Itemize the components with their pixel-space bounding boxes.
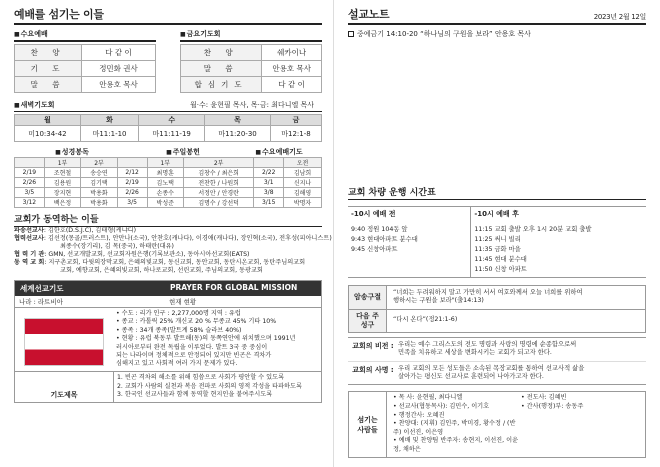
prayer-row xyxy=(15,168,322,178)
serve-item: • 간사(행정)부: 송동주 xyxy=(521,403,584,411)
serve-item: • 예배 및 찬양팀 반주자: 송현지, 이선진, 이윤정, 채하은 xyxy=(393,437,519,453)
prayer-cell: 2/26 xyxy=(15,178,45,188)
serve-label: 섬기는 사람들 xyxy=(349,392,387,456)
mission-info-line: 심해지고 있고 사회적 여러 가지 문제가 있다. xyxy=(116,360,238,368)
prayer-row xyxy=(15,198,322,208)
fri-person: 안용호 목사 xyxy=(262,60,322,76)
prayer-cell: 2/22 xyxy=(254,168,284,178)
serve-line xyxy=(393,420,639,437)
worship-tables xyxy=(14,29,322,93)
vision-box xyxy=(348,337,646,386)
serve-item: • 행정간사: 오혜진 xyxy=(393,411,445,419)
partner-line xyxy=(14,227,322,235)
serve-line xyxy=(393,412,639,421)
partner-line xyxy=(14,251,322,259)
prayer-subhead-cell: 2부 xyxy=(81,158,118,168)
dawn-day: 수 xyxy=(139,115,205,126)
prayer-cell: 김해영 xyxy=(284,188,322,198)
car-stop: 11:15 교회 출발 오후 1시 20분 교회 출발 xyxy=(474,226,592,233)
next-verse-text: “다시 온다”(정21:1-6) xyxy=(393,315,458,323)
partner-line xyxy=(14,235,332,243)
wed-role: 기 도 xyxy=(15,60,82,76)
prayer-cell: 송승연 xyxy=(81,168,118,178)
prayer-subhead-cell: 1부 xyxy=(147,158,184,168)
serve-item: • 찬양대: (지휘) 김인주, 박미경, 황수정 / (반주) 이선진, 이은영 xyxy=(393,420,516,436)
car-schedule xyxy=(348,206,646,278)
prayer-cell: 김명수 / 강선덕 xyxy=(184,198,254,208)
prayer-subhead xyxy=(15,158,322,168)
partner-value: 교회, 예향교회, 은혜의빛교회, 하나로교회, 선린교회, 주님의교회, 동광교회 xyxy=(60,267,263,274)
wed-person: 정민화 권사 xyxy=(82,60,156,76)
prayer-cell: 3/5 xyxy=(15,188,45,198)
mission-sub: PRAYER FOR GLOBAL MISSION xyxy=(170,283,298,292)
prayer-cell: 김창수 / 최은희 xyxy=(184,168,254,178)
right-page xyxy=(338,0,660,467)
prayer-cell: 박용화 xyxy=(81,198,118,208)
vision-label: 교회의 비전 : xyxy=(352,341,394,350)
dawn-text: 마11:1-10 xyxy=(80,126,138,142)
serve-line xyxy=(393,394,639,403)
serve-box xyxy=(348,391,646,457)
prayer-table xyxy=(14,157,322,208)
verse-text2: 행하시는 구원을 보라"(출14:13) xyxy=(393,297,484,305)
prayer-cell: 3/15 xyxy=(254,198,284,208)
prayer-subhead-cell xyxy=(254,158,284,168)
prayer-subhead-cell xyxy=(117,158,147,168)
partner-key: 동 역 교 회 xyxy=(14,259,45,266)
mission-nation: 나라 : 라트비아 xyxy=(19,298,63,306)
prayer-cell: 2/19 xyxy=(15,168,45,178)
wed-role: 찬 양 xyxy=(15,44,82,60)
wed-person: 다 같 이 xyxy=(82,44,156,60)
partner-value: 최종수(장기리), 김 목(중국), 하태란(대유) xyxy=(60,243,174,250)
mission-state: 현재 현황 xyxy=(169,298,197,306)
wed-row xyxy=(15,44,156,60)
serve-item: • 전도사: 김혜빈 xyxy=(521,394,567,402)
fri-role: 합심기도 xyxy=(181,76,262,92)
prayer-row xyxy=(15,178,322,188)
fri-row xyxy=(181,76,322,92)
verse-label: 암송구절 xyxy=(349,286,387,309)
prayer-cell: 장지현 xyxy=(44,188,81,198)
fri-person: 쉐카이나 xyxy=(262,44,322,60)
wedprayer-label: ■ 수요예배기도 xyxy=(236,147,322,157)
fri-table xyxy=(180,44,322,93)
serve-item: • 선교사(협동목사): 김민수, 이기호 xyxy=(393,403,490,411)
prayer-cell: 박명자 xyxy=(284,198,322,208)
fri-row xyxy=(181,60,322,76)
prayer-cell: 박용화 xyxy=(81,188,118,198)
prayer-cell: 최명훈 xyxy=(147,168,184,178)
partner-value: : GMN, 선교개발교회, 선교회자원은행(기록보관소), 동아시아선교회(EATS) xyxy=(44,251,250,258)
car-title: 교회 차량 운행 시간표 xyxy=(348,185,646,200)
car-stop: 9:43 현대아파트 분수대 xyxy=(351,236,418,243)
fri-person: 다 같 이 xyxy=(262,76,322,92)
latvia-flag-icon xyxy=(24,318,104,366)
dawn-day: 월 xyxy=(15,115,81,126)
partner-value: : 김한호(D.S.J.C), 김태형(케냐디) xyxy=(43,227,137,234)
prayer-row xyxy=(15,188,322,198)
car-stop: 11:35 금화 마을 xyxy=(474,246,521,253)
vision-text: 우리는 예수 그리스도의 전도 명령과 사랑의 명령에 순종함으로써 xyxy=(398,340,577,348)
mission-info xyxy=(113,308,321,371)
partner-value: : 김선정(몽골/트러스트), 안만나(소국), 안찬호(캐나다), 이경애(캐나다), 장인혁(소국), 전후성(피아니스트) xyxy=(43,235,332,242)
prayer-cell: 박성준 xyxy=(147,198,184,208)
car-stop: 11:45 현대 분수대 xyxy=(474,256,527,263)
prayer-topic: 3. 한국인 선교사들과 함께 동역할 현지인을 붙여주시도록 xyxy=(117,391,273,399)
prayer-cell: 손종수 xyxy=(147,188,184,198)
mission-info-line: • 수도 : 리가 인구 : 2,277,000명 지역 : 유럽 xyxy=(116,310,241,317)
dawn-day: 화 xyxy=(80,115,138,126)
dawn-day: 목 xyxy=(205,115,271,126)
prayer-cell: 전찬한 / 나원희 xyxy=(184,178,254,188)
car-stop: 11:50 신창 아파트 xyxy=(474,266,527,273)
prayer-cell: 백은정 xyxy=(44,198,81,208)
prayer-cell: 김용원 xyxy=(44,178,81,188)
prayer-cell: 김남희 xyxy=(284,168,322,178)
prayer-cell: 2/12 xyxy=(117,168,147,178)
worship-title: 예배를 섬기는 이들 xyxy=(14,6,322,25)
partner-value: : 지구촌교회, 다윗의장막교회, 은혜의빛교회, 동신교회, 동안교회, 동탄시온교회, 동탄주님의교회 xyxy=(44,259,306,266)
dawn-text: 미10:34-42 xyxy=(15,126,81,142)
mission-info-line: • 현황 : 유럽 북동부 발트해(동)의 동쪽연안에 위치했으며 1991년 xyxy=(116,335,296,343)
serve-line xyxy=(393,403,639,412)
fri-label: ■ 금요기도회 xyxy=(180,29,322,39)
car-pm-label: -10시 예배 후 xyxy=(474,210,519,218)
prayer-subhead-cell: 2부 xyxy=(184,158,254,168)
mission-box xyxy=(14,280,322,403)
prayer-cell: 2/26 xyxy=(117,188,147,198)
vision-text2: 민족을 치유하고 세상을 변화시키는 교회가 되고자 한다. xyxy=(398,349,552,357)
dawn-day: 금 xyxy=(270,115,321,126)
prayer-cell: 서정안 / 안경란 xyxy=(184,188,254,198)
wed-person: 안용호 목사 xyxy=(82,76,156,92)
sermon-title: 설교노트 xyxy=(348,8,390,21)
verse-box xyxy=(348,285,646,310)
wed-role: 말 씀 xyxy=(15,76,82,92)
verse-text: “너희는 두려워하지 말고 가만히 서서 여호와께서 오늘 너희를 위하여 xyxy=(393,289,583,296)
mission-info-line: • 종교 : 카톨릭 25% 개신교 20 % 무종교 45% 기타 10% xyxy=(116,318,277,326)
prayer-cell: 2/19 xyxy=(117,178,147,188)
prayer-cell: 3/5 xyxy=(117,198,147,208)
mission-title: 세계선교기도 xyxy=(20,284,64,293)
dawn-text: 마11:11-19 xyxy=(139,126,205,142)
prayer-subhead-cell: 오전 xyxy=(284,158,322,168)
sermon-line: 중예금기 14:10-20 “하나님의 구원을 보라” 안용호 목사 xyxy=(357,30,531,38)
prayer-topic-label: 기도제목 xyxy=(50,390,78,399)
mission-stmt-label: 교회의 사명 : xyxy=(352,365,394,374)
partner-line xyxy=(14,259,322,267)
partner-key: 협력선교사 xyxy=(14,235,44,242)
partner-line xyxy=(14,243,322,251)
dawn-text: 마11:20-30 xyxy=(205,126,271,142)
car-stop: 11:25 써니 빌리 xyxy=(474,236,521,243)
dawn-note: 월·수: 윤현필 목사, 목·금: 최다니엘 목사 xyxy=(190,100,314,109)
prayer-cell: 신지나 xyxy=(284,178,322,188)
prayer-topic: 2. 교회가 사람의 실천과 복음 전파로 사회의 영적 각성을 타파하도록 xyxy=(117,382,302,390)
partner-title: 교회가 동역하는 이들 xyxy=(14,212,322,227)
next-verse-box xyxy=(348,310,646,333)
dawn-label: ■ 새벽기도회 xyxy=(14,100,54,110)
mission-info-line: • 종족 : 34개 종족(발트계 58% 슬라브 40%) xyxy=(116,326,242,334)
prayer-subhead-cell: 1부 xyxy=(44,158,81,168)
prayer-cell: 3/1 xyxy=(254,178,284,188)
prayer-cell: 3/12 xyxy=(15,198,45,208)
mission-info-line: 러시아로부터 완전 독립을 이루었다. 발트 3국 중 중심이 xyxy=(116,343,268,351)
wed-label: ■ 수요예배 xyxy=(14,29,156,39)
prayer-topic: 1. 빈곤 격차의 해소를 위해 힘씀으로 사회가 평안할 수 있도록 xyxy=(117,373,285,381)
dawn-text: 마12:1-8 xyxy=(270,126,321,142)
partner-key: 협 력 기 관 xyxy=(14,251,45,258)
mission-stmt-text2: 살아가는 평신도 선교사로 훈련되어 나아가고자 한다. xyxy=(398,373,544,381)
reading-label: ■ 성경봉독 xyxy=(14,147,130,157)
mission-info-line: 되는 나라이며 정체적으로 안정되어 있지만 빈곤은 격차가 xyxy=(116,352,272,360)
prayer-cell: 김기택 xyxy=(81,178,118,188)
sermon-date: 2023년 2월 12일 xyxy=(593,13,646,21)
partner-line xyxy=(14,267,322,275)
offering-label: ■ 주일봉헌 xyxy=(130,147,236,157)
prayer-cell: 김노택 xyxy=(147,178,184,188)
serve-item: • 목 사: 윤현필, 최다니엘 xyxy=(393,394,463,402)
next-verse-label: 다음 주 성구 xyxy=(349,310,387,332)
prayer-topics xyxy=(113,372,321,402)
wed-row xyxy=(15,76,156,92)
car-am-label: -10시 예배 전 xyxy=(351,210,396,218)
dawn-table xyxy=(14,114,322,142)
wed-row xyxy=(15,60,156,76)
prayer-cell: 조현철 xyxy=(44,168,81,178)
wed-table xyxy=(14,44,156,93)
car-stop: 9:40 정원 104동 앞 xyxy=(351,226,408,233)
mission-stmt-text: 우리 교회의 모든 성도들은 소속된 목장교회를 통하여 선교사적 삶을 xyxy=(398,364,585,372)
partner-key: 파송선교사 xyxy=(14,227,44,234)
fri-role: 찬 양 xyxy=(181,44,262,60)
prayer-subhead-cell xyxy=(15,158,45,168)
serve-line xyxy=(393,437,639,454)
fri-row xyxy=(181,44,322,60)
car-stop: 9:45 신창아파트 xyxy=(351,246,398,253)
partner-list xyxy=(14,227,332,275)
fri-role: 말 씀 xyxy=(181,60,262,76)
checkbox-icon xyxy=(348,31,354,37)
prayer-cell: 3/8 xyxy=(254,188,284,198)
